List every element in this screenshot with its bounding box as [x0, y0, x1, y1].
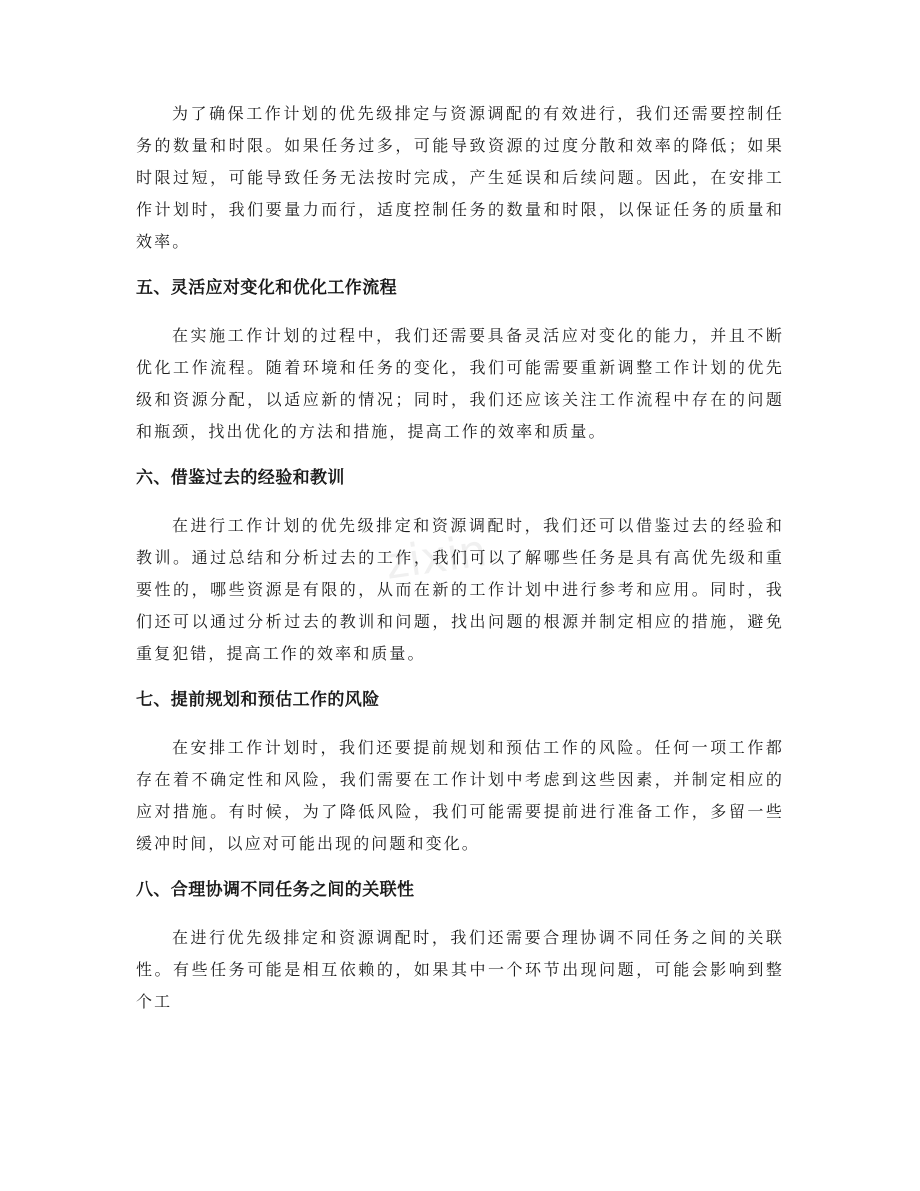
section-heading-5: 五、灵活应对变化和优化工作流程: [136, 278, 397, 298]
paragraph-section-5: 在实施工作计划的过程中，我们还需要具备灵活应对变化的能力，并且不断优化工作流程。随着环境和任务的变化，我们可能需要重新调整工作计划的优先级和资源分配，以适应新的情况；同时，我们还应该关注工作流程中存在的问题和瓶颈，找出优化的方法和措施，提高工作的效率和质量。: [136, 326, 784, 441]
paragraph-section-6: 在进行工作计划的优先级排定和资源调配时，我们还可以借鉴过去的经验和教训。通过总结和分析过去的工作，我们可以了解哪些任务是具有高优先级和重要性的，哪些资源是有限的，从而在新的工作计划中进行参考和应用。同时，我们还可以通过分析过去的教训和问题，找出问题的根源并制定相应的措施，避免重复犯错，提高工作的效率和质量。: [136, 516, 784, 663]
svg-text:zixin: zixin: [382, 525, 490, 590]
paragraph-section-7: 在安排工作计划时，我们还要提前规划和预估工作的风险。任何一项工作都存在着不确定性和风险，我们需要在工作计划中考虑到这些因素，并制定相应的应对措施。有时候，为了降低风险，我们可能需要提前进行准备工作，多留一些缓冲时间，以应对可能出现的问题和变化。: [136, 738, 784, 853]
section-heading-8: 八、合理协调不同任务之间的关联性: [136, 880, 415, 900]
paragraph-intro: 为了确保工作计划的优先级排定与资源调配的有效进行，我们还需要控制任务的数量和时限。如果任务过多，可能导致资源的过度分散和效率的降低；如果时限过短，可能导致任务无法按时完成，产生延误和后续问题。因此，在安排工作计划时，我们要量力而行，适度控制任务的数量和时限，以保证任务的质量和效率。: [136, 104, 784, 251]
paragraph-section-8: 在进行优先级排定和资源调配时，我们还需要合理协调不同任务之间的关联性。有些任务可能是相互依赖的，如果其中一个环节出现问题，可能会影响到整个工: [136, 928, 784, 1011]
document-body: [136, 98, 784, 1018]
section-heading-7: 七、提前规划和预估工作的风险: [136, 690, 380, 710]
section-heading-6: 六、借鉴过去的经验和教训: [136, 468, 345, 488]
